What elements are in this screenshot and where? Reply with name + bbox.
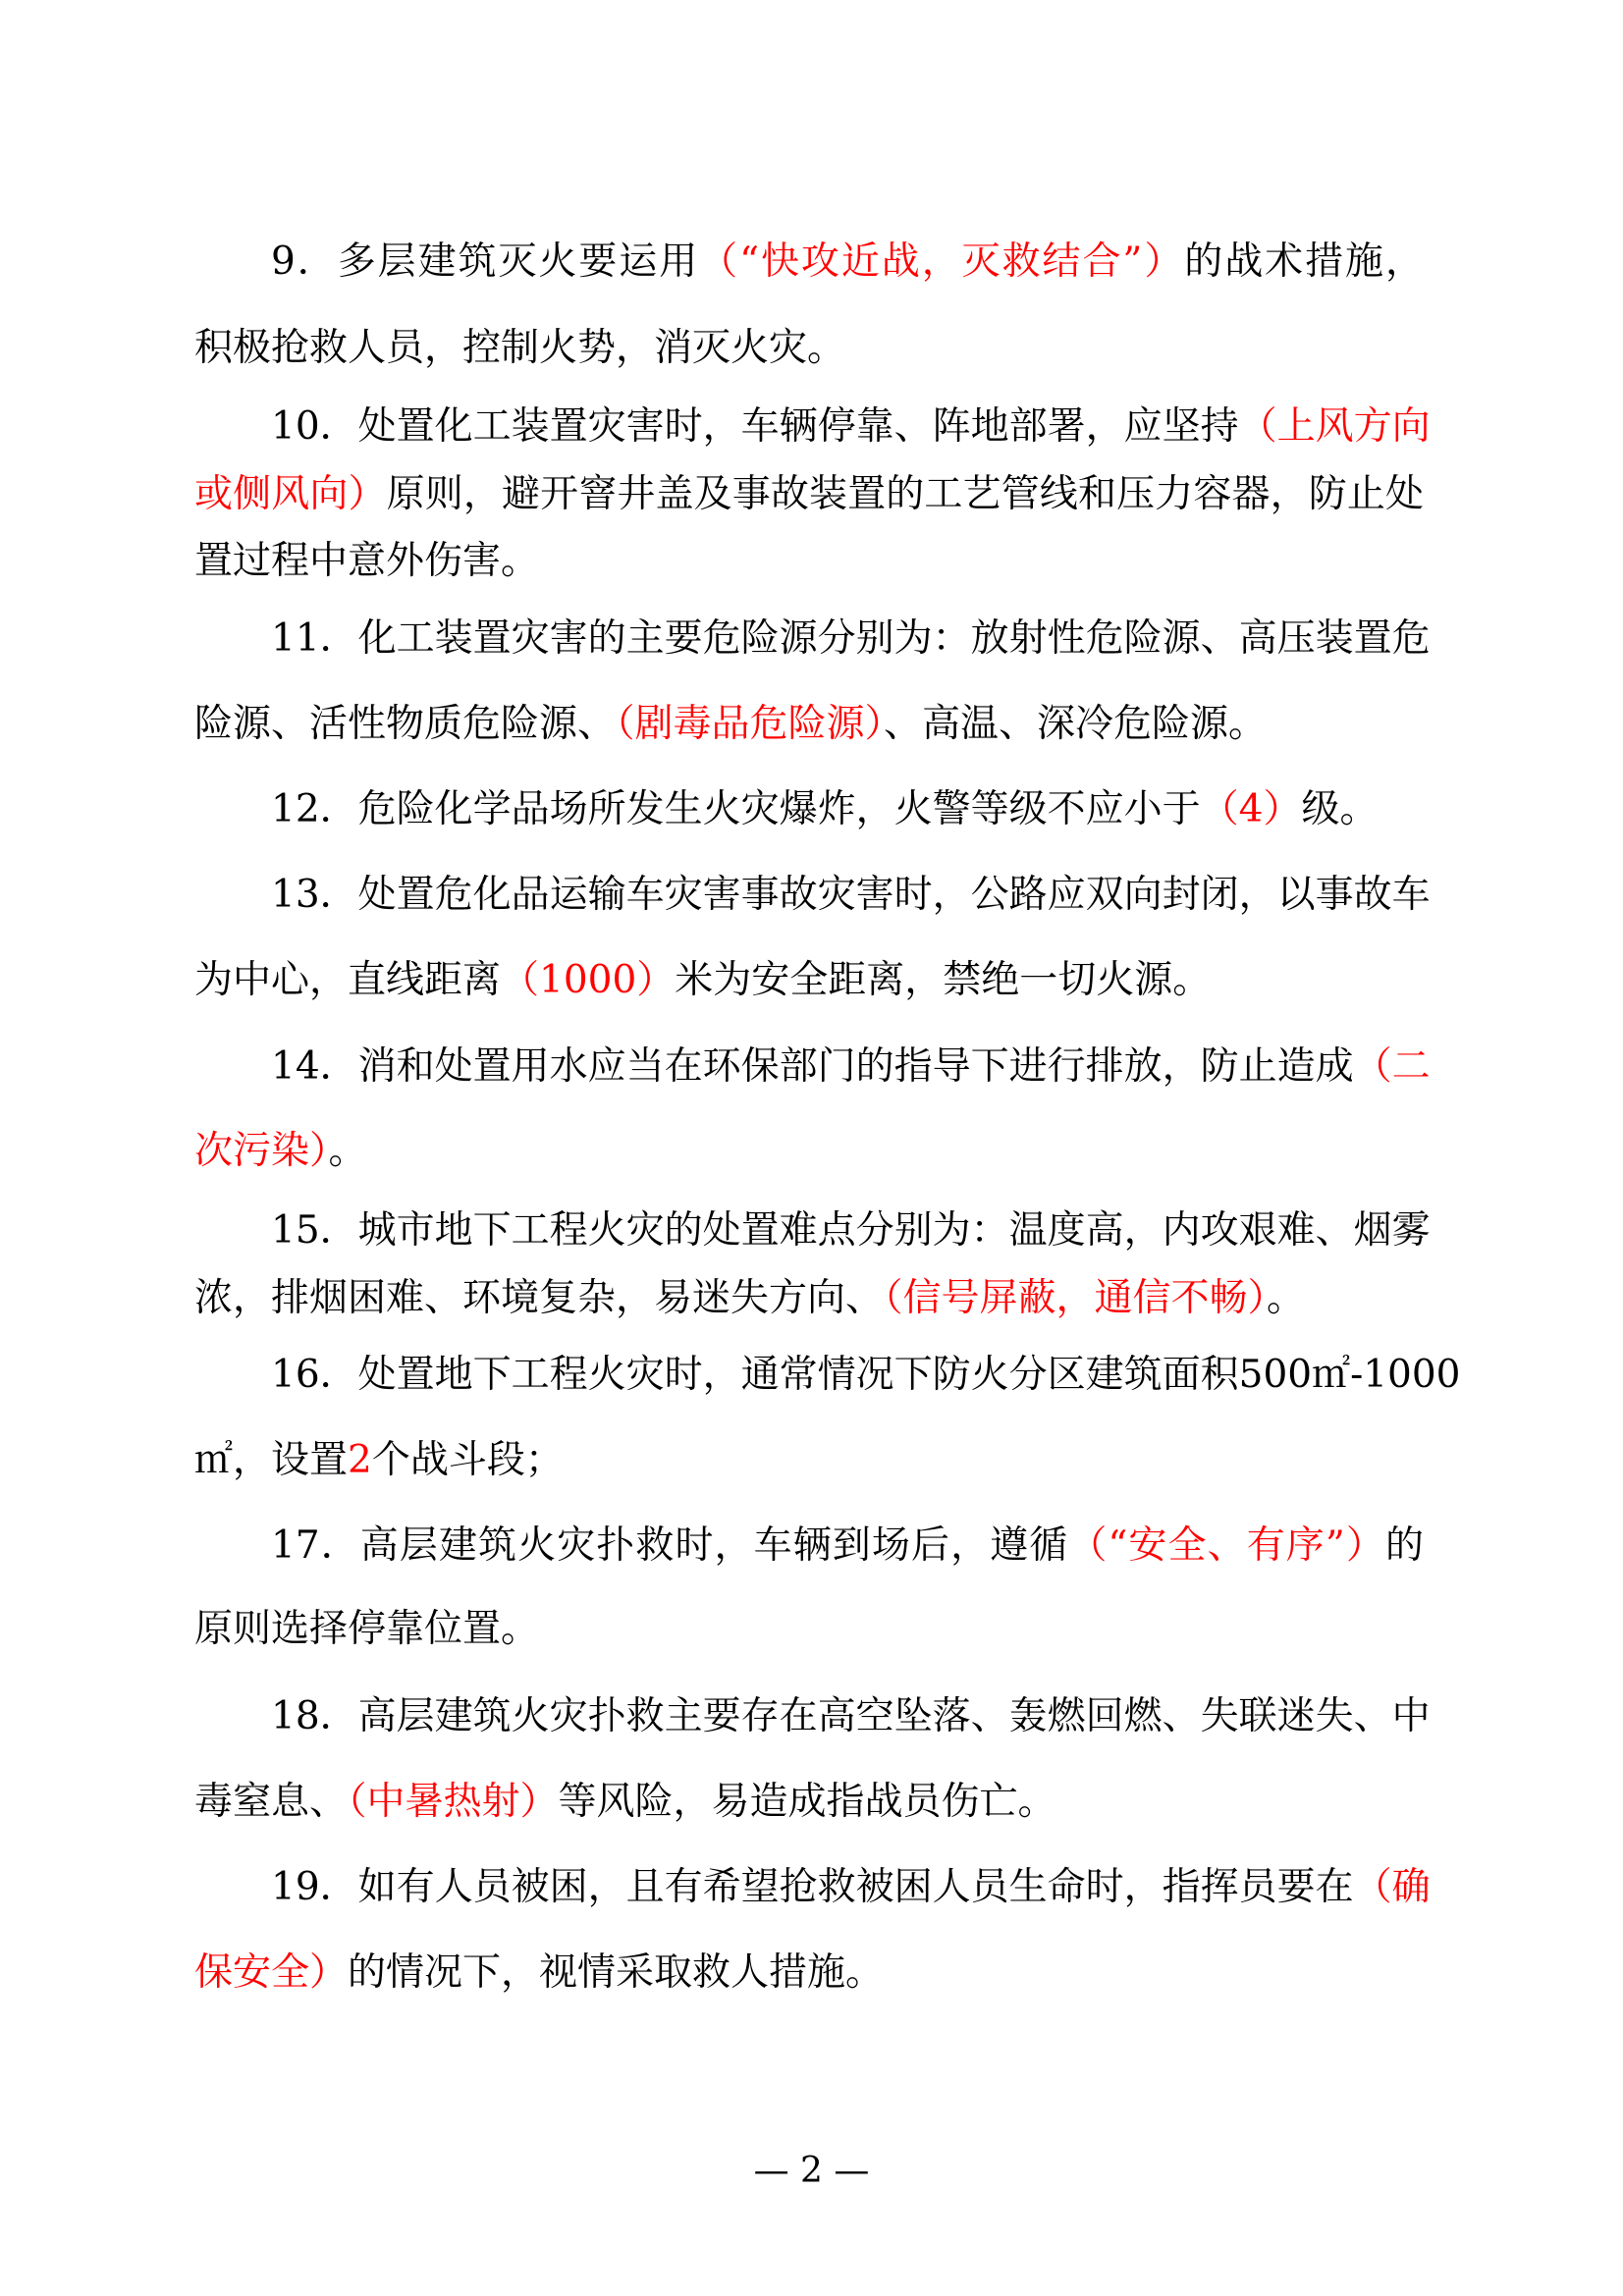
body-text: 11．化工装置灾害的主要危险源分别为：放射性危险源、高压装置危 [271,616,1431,661]
body-text: 米为安全距离，禁绝一切火源。 [675,958,1212,1002]
body-text: 等风险，易造成指战员伤亡。 [558,1780,1056,1824]
text-line [194,1127,1424,1176]
text-line [194,1436,1424,1485]
body-text: 险源、活性物质危险源、 [194,702,617,746]
body-text: 9．多层建筑灭火要运用 [271,240,700,284]
body-text: 级。 [1301,787,1379,831]
answer-text: （确 [1353,1865,1431,1909]
text-line [194,1778,1424,1827]
text-line [271,785,1424,834]
body-text: 。 [1267,1276,1306,1320]
text-line [271,1042,1431,1092]
text-line [271,871,1431,920]
body-text: 原则选择停靠位置。 [194,1607,540,1651]
body-text: 12．危险化学品场所发生火灾爆炸，火警等级不应小于 [271,787,1201,831]
answer-text: （二 [1353,1044,1431,1089]
body-text: 原则，避开窨井盖及事故装置的工艺管线和压力容器，防止处 [386,472,1424,516]
answer-text: （剧毒品危险源） [616,702,885,746]
body-text: 14．消和处置用水应当在环保部门的指导下进行排放，防止造成 [271,1044,1354,1089]
text-line [271,1351,1461,1400]
text-line [194,1605,1424,1654]
text-line [194,1949,1424,1998]
text-line [194,537,1424,586]
body-text: 17．高层建筑火灾扑救时，车辆到场后，遵循 [271,1523,1069,1568]
body-text: ㎡，设置 [194,1438,349,1482]
text-line [271,1206,1431,1255]
answer-text: （信号屏蔽，通信不畅） [884,1276,1268,1320]
body-text: 13．处置危化品运输车灾害事故灾害时，公路应双向封闭，以事故车 [271,873,1431,917]
body-text: 浓，排烟困难、环境复杂，易迷失方向、 [194,1276,885,1320]
body-text: 、高温、深冷危险源。 [884,702,1268,746]
text-line [271,1522,1424,1571]
text-line [194,324,1424,373]
answer-text: （“快攻近战，灭救结合”） [699,240,1185,284]
body-text: 置过程中意外伤害。 [194,539,540,583]
answer-text: 保安全） [194,1950,349,1995]
body-text: 10．处置化工装置灾害时，车辆停靠、阵地部署，应坚持 [271,404,1239,449]
body-text: 15．城市地下工程火灾的处置难点分别为：温度高，内攻艰难、烟雾 [271,1208,1431,1253]
answer-text: （“安全、有序”） [1068,1523,1385,1568]
body-text: 个战斗段； [371,1438,564,1482]
text-line [271,402,1431,452]
text-line [271,1692,1431,1741]
answer-text: （中暑热射） [348,1780,559,1824]
answer-text: （上风方向 [1238,404,1431,449]
text-line [271,1863,1431,1912]
body-text: 19．如有人员被困，且有希望抢救被困人员生命时，指挥员要在 [271,1865,1354,1909]
body-text: 的 [1384,1523,1424,1568]
body-text: 为中心，直线距离 [194,958,502,1002]
text-line [271,238,1424,287]
page-number: — 2 — [753,2151,870,2191]
answer-text: 次污染） [194,1129,329,1173]
text-line [271,614,1431,664]
body-text: 的情况下，视情采取救人措施。 [348,1950,885,1995]
answer-text: 或侧风向） [194,472,387,516]
body-text: 。 [328,1129,367,1173]
answer-text: 2 [348,1438,372,1482]
answer-text: （1000） [501,958,676,1002]
text-line [194,956,1424,1005]
body-text: 18．高层建筑火灾扑救主要存在高空坠落、轰燃回燃、失联迷失、中 [271,1694,1431,1738]
body-text: 的战术措施， [1184,240,1424,284]
text-line [194,470,1424,519]
answer-text: （4） [1200,787,1302,831]
text-line [194,1274,1424,1323]
text-line [194,700,1424,749]
body-text: 16．处置地下工程火灾时，通常情况下防火分区建筑面积500㎡-1000 [271,1353,1461,1397]
body-text: 积极抢救人员，控制火势，消灭火灾。 [194,326,846,370]
body-text: 毒窒息、 [194,1780,349,1824]
